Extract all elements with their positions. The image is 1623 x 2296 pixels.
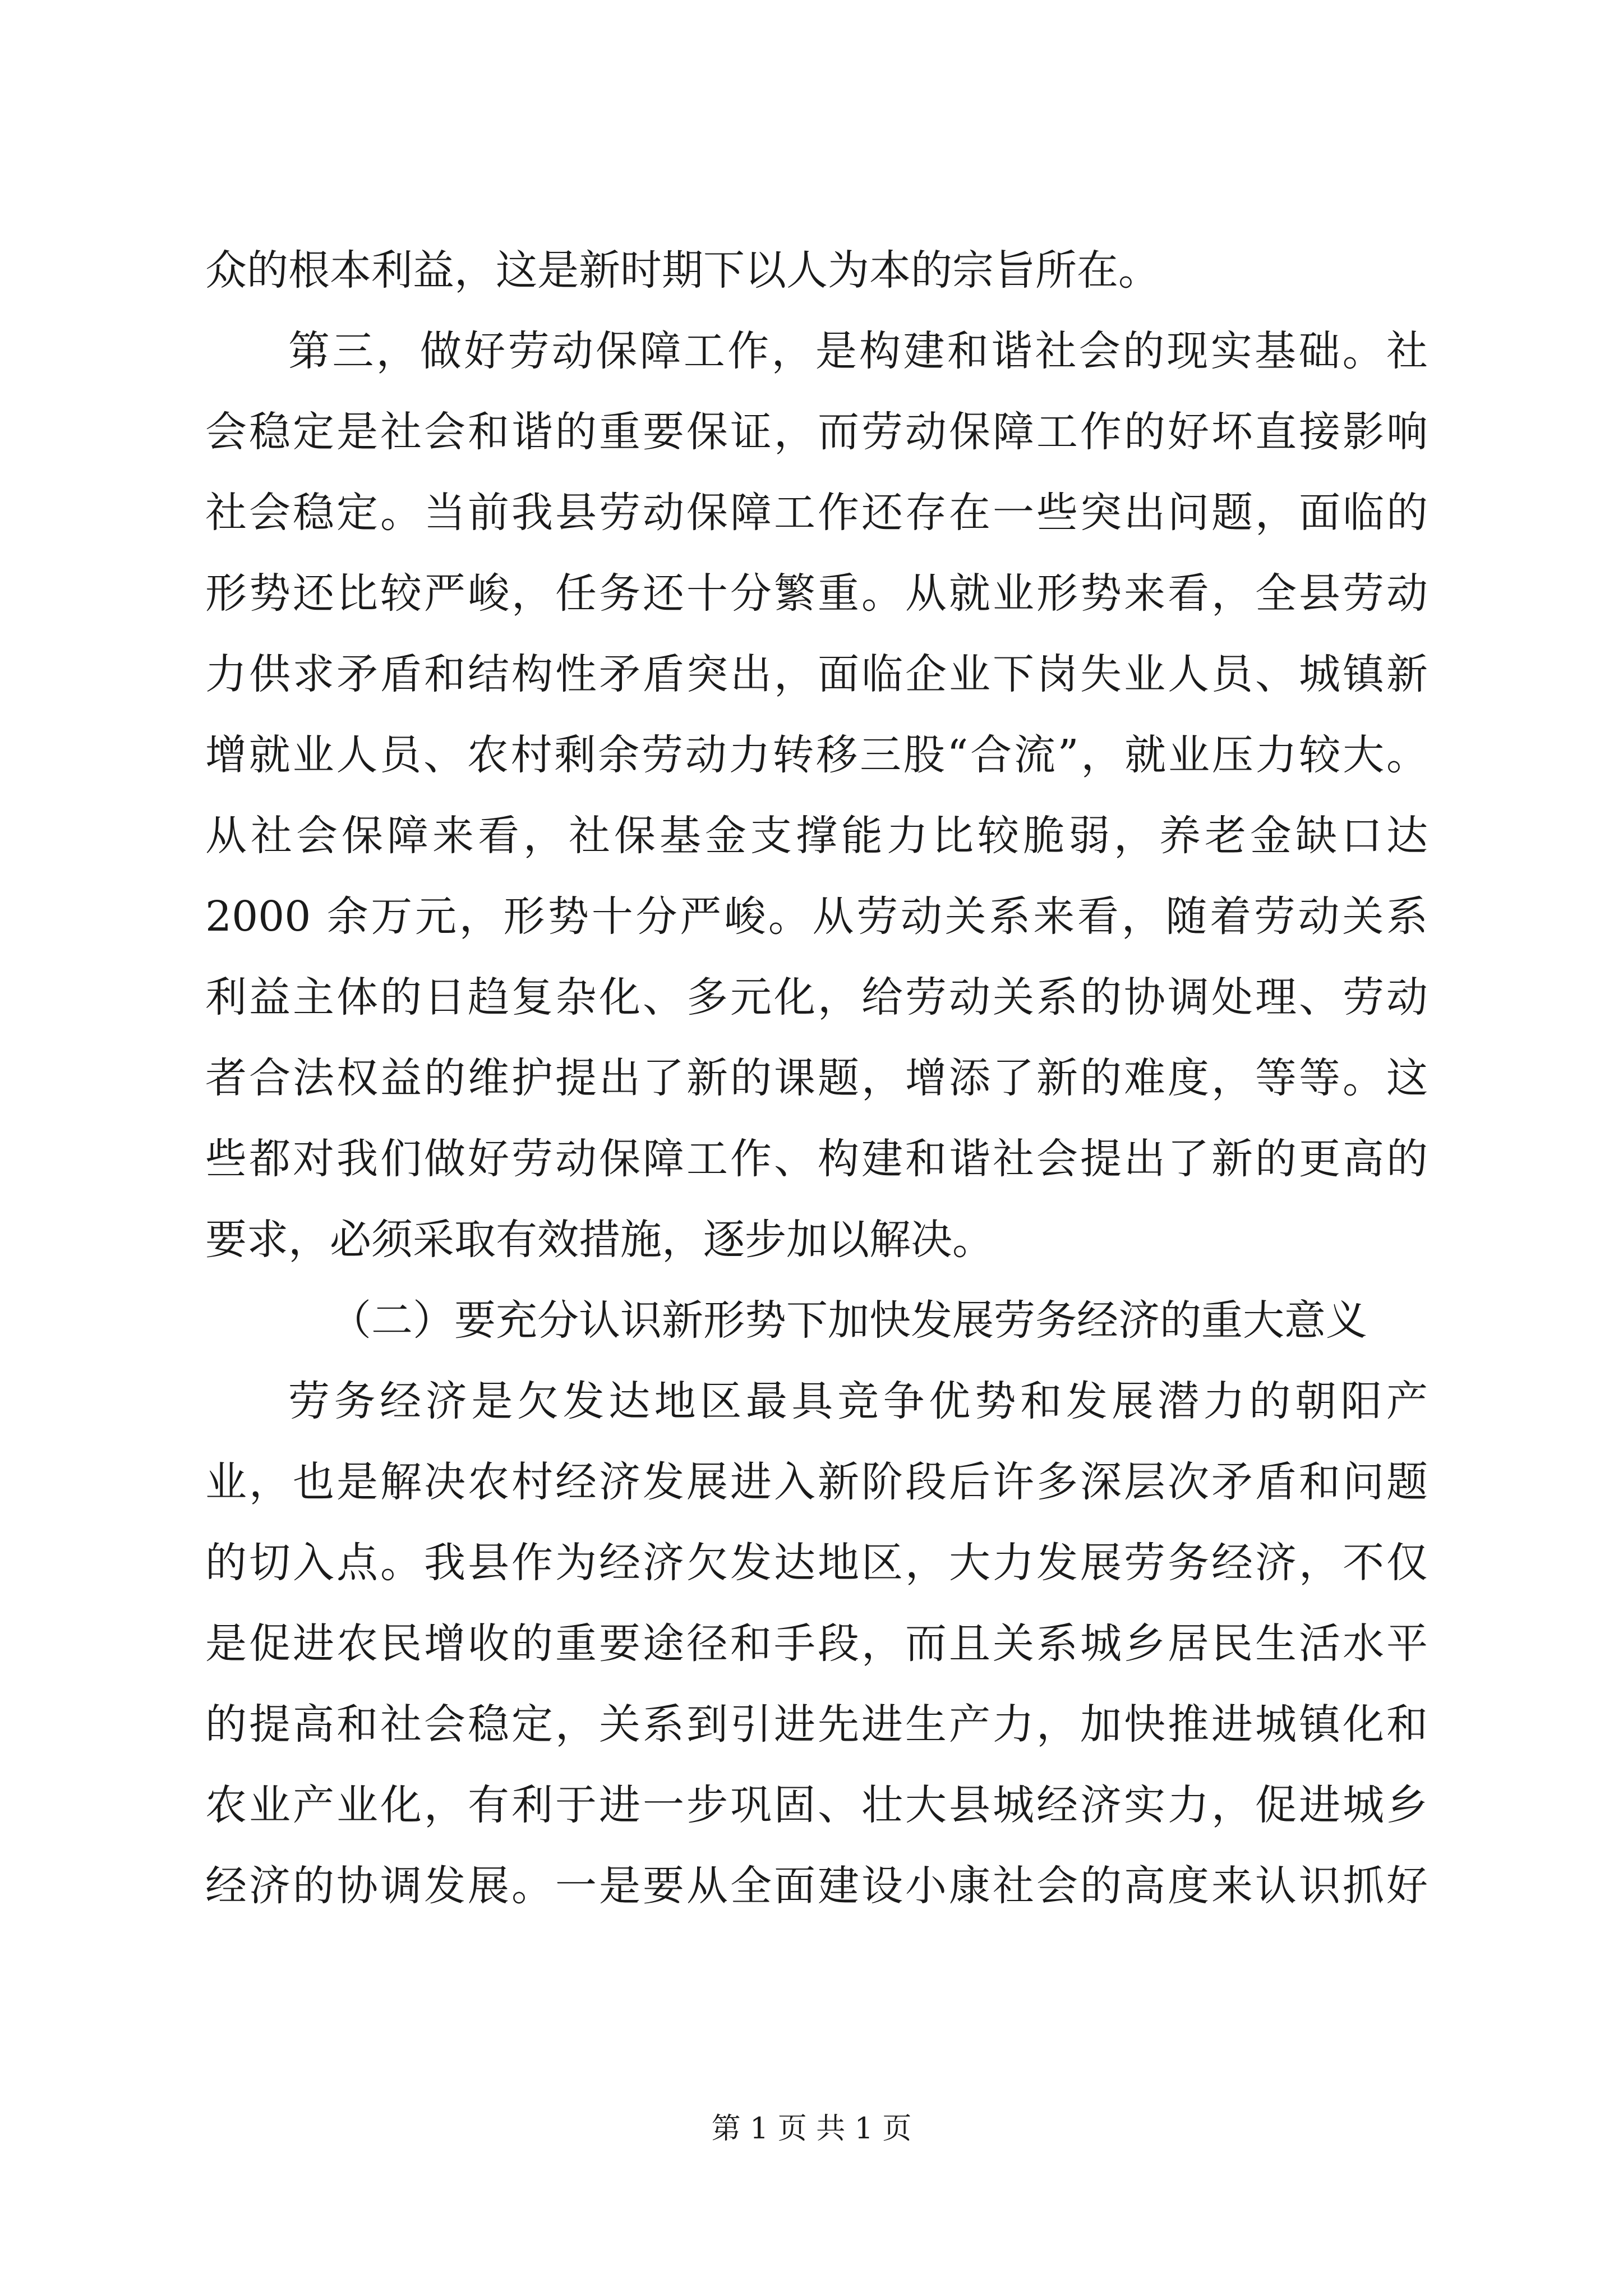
text-line: 农业产业化，有利于进一步巩固、壮大县城经济实力，促进城乡 [205,1781,1428,1829]
page-number-footer: 第 1 页 共 1 页 [711,2112,912,2146]
text-line: 社会稳定。当前我县劳动保障工作还存在一些突出问题，面临的 [205,489,1428,537]
text-line: 要求，必须采取有效措施，逐步加以解决。 [205,1216,994,1264]
section-heading: （二）要充分认识新形势下加快发展劳务经济的重大意义 [330,1296,1367,1345]
text-line: 业，也是解决农村经济发展进入新阶段后许多深层次矛盾和问题 [205,1458,1428,1506]
text-line: 利益主体的日趋复杂化、多元化，给劳动关系的协调处理、劳动 [205,973,1428,1022]
text-line: 是促进农民增收的重要途径和手段，而且关系城乡居民生活水平 [205,1619,1428,1668]
text-line: 增就业人员、农村剩余劳动力转移三股“合流”，就业压力较大。 [205,731,1428,779]
text-line: 2000 余万元，形势十分严峻。从劳动关系来看，随着劳动关系 [205,892,1428,941]
text-line: 从社会保障来看，社保基金支撑能力比较脆弱，养老金缺口达 [205,812,1428,860]
text-line: 会稳定是社会和谐的重要保证，而劳动保障工作的好坏直接影响 [205,408,1428,456]
text-line: 的切入点。我县作为经济欠发达地区，大力发展劳务经济，不仅 [205,1539,1428,1587]
text-line: 众的根本利益，这是新时期下以人为本的宗旨所在。 [205,246,1160,295]
text-line: 的提高和社会稳定，关系到引进先进生产力，加快推进城镇化和 [205,1700,1428,1749]
paragraph-start-line: 第三，做好劳动保障工作，是构建和谐社会的现实基础。社 [288,327,1428,375]
text-line: 经济的协调发展。一是要从全面建设小康社会的高度来认识抓好 [205,1862,1428,1910]
text-line: 些都对我们做好劳动保障工作、构建和谐社会提出了新的更高的 [205,1135,1428,1183]
text-line: 力供求矛盾和结构性矛盾突出，面临企业下岗失业人员、城镇新 [205,650,1428,698]
document-body [205,230,1428,1926]
text-line: 形势还比较严峻，任务还十分繁重。从就业形势来看，全县劳动 [205,569,1428,618]
paragraph-start-line: 劳务经济是欠发达地区最具竞争优势和发展潜力的朝阳产 [288,1377,1428,1425]
text-line: 者合法权益的维护提出了新的课题，增添了新的难度，等等。这 [205,1054,1428,1102]
